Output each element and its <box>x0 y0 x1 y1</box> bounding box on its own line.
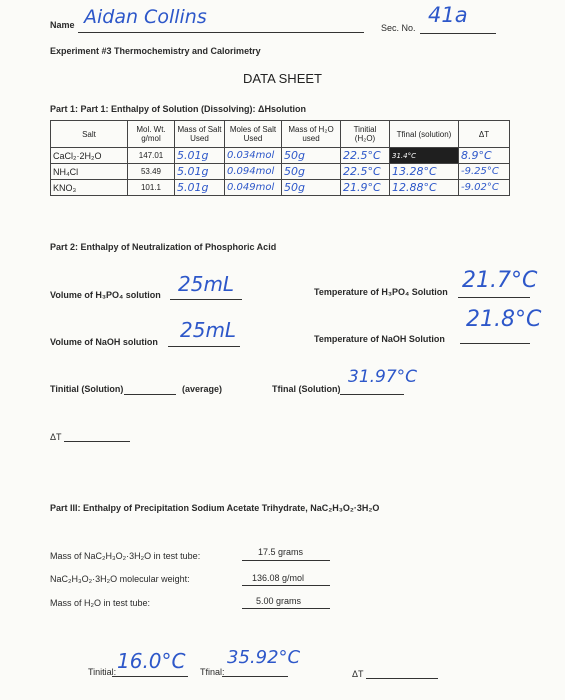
p3-mw-label: NaC₂H₃O₂·3H₂O molecular weight: <box>50 574 190 584</box>
col-molwt: Mol. Wt. g/mol <box>128 121 175 148</box>
cell-mass: 5.01g <box>175 180 225 196</box>
part3-title: Part III: Enthalpy of Precipitation Sodium Acetate Trihydrate, NaC₂H₃O₂·3H₂O <box>50 503 380 513</box>
p3-water-line <box>242 608 330 609</box>
temp-naoh-label: Temperature of NaOH Solution <box>314 334 445 344</box>
p3-tinitial-line <box>112 676 188 677</box>
col-water: Mass of H₂O used <box>282 121 341 148</box>
p3-tinitial-value: 16.0°C <box>117 649 186 673</box>
col-moles: Moles of Salt Used <box>225 121 282 148</box>
col-dt: ΔT <box>459 121 510 148</box>
experiment-title: Experiment #3 Thermochemistry and Calorimetry <box>50 46 261 56</box>
cell-molwt: 147.01 <box>128 148 175 164</box>
cell-tinit: 22.5°C <box>341 164 390 180</box>
cell-moles: 0.094mol <box>225 164 282 180</box>
p3-mw-value: 136.08 g/mol <box>252 573 305 583</box>
col-salt: Salt <box>51 121 128 148</box>
table-row <box>51 180 510 196</box>
cell-tfinal: 31.4°C <box>390 148 459 164</box>
cell-dt: -9.25°C <box>459 164 510 180</box>
cell-water: 50g <box>282 148 341 164</box>
name-label: Name <box>50 20 75 30</box>
col-mass: Mass of Salt Used <box>175 121 225 148</box>
cell-molwt: 101.1 <box>128 180 175 196</box>
p3-tinitial-label: Tinitial: <box>88 667 117 677</box>
temp-h3po4-label: Temperature of H₃PO₄ Solution <box>314 287 448 297</box>
vol-h3po4-line <box>170 299 242 300</box>
cell-tinit: 22.5°C <box>341 148 390 164</box>
table-row <box>51 164 510 180</box>
name-line <box>78 32 364 33</box>
cell-salt: KNO₃ <box>51 180 128 196</box>
temp-h3po4-line <box>458 297 530 298</box>
cell-mass: 5.01g <box>175 148 225 164</box>
vol-h3po4-value: 25mL <box>178 272 235 296</box>
sec-label: Sec. No. <box>381 23 416 33</box>
p3-dt-line <box>366 678 438 679</box>
data-sheet-title: DATA SHEET <box>243 71 322 86</box>
p3-water-label: Mass of H₂O in test tube: <box>50 598 151 608</box>
vol-naoh-line <box>168 346 240 347</box>
table-header <box>51 121 510 148</box>
p2-tinitial-label: Tinitial (Solution) <box>50 384 124 394</box>
part1-title: Part 1: Part 1: Enthalpy of Solution (Dissolving): ΔHsolution <box>50 104 306 114</box>
col-tfinal: Tfinal (solution) <box>390 121 459 148</box>
cell-moles: 0.034mol <box>225 148 282 164</box>
cell-dt: 8.9°C <box>459 148 510 164</box>
average-label: (average) <box>182 384 223 394</box>
cell-water: 50g <box>282 164 341 180</box>
temp-h3po4-value: 21.7°C <box>462 268 538 293</box>
table-row <box>51 148 510 164</box>
cell-molwt: 53.49 <box>128 164 175 180</box>
p3-water-value: 5.00 grams <box>256 596 302 606</box>
p2-dt-label: ΔT <box>50 432 62 442</box>
p2-tfinal-label: Tfinal (Solution) <box>272 384 341 394</box>
p2-tfinal-line <box>340 394 404 395</box>
p3-dt-label: ΔT <box>352 669 364 679</box>
p3-tfinal-line <box>222 676 288 677</box>
temp-naoh-value: 21.8°C <box>466 307 542 332</box>
vol-naoh-value: 25mL <box>180 318 237 342</box>
temp-naoh-line <box>460 343 530 344</box>
sec-line <box>420 33 496 34</box>
p2-tfinal-value: 31.97°C <box>348 367 418 387</box>
vol-naoh-label: Volume of NaOH solution <box>50 337 158 347</box>
cell-dt: -9.02°C <box>459 180 510 196</box>
cell-salt: NH₄Cl <box>51 164 128 180</box>
cell-tfinal: 13.28°C <box>390 164 459 180</box>
part2-title: Part 2: Enthalpy of Neutralization of Phosphoric Acid <box>50 242 277 252</box>
p2-dt-line <box>64 441 130 442</box>
solution-table <box>50 120 510 196</box>
p2-tinitial-line <box>124 394 176 395</box>
col-tinit: Tinitial (H₂O) <box>341 121 390 148</box>
sec-value: 41a <box>428 3 468 27</box>
name-value: Aidan Collins <box>84 6 207 28</box>
p3-mass-label: Mass of NaC₂H₃O₂·3H₂O in test tube: <box>50 551 201 561</box>
p3-mw-line <box>242 585 330 586</box>
cell-tinit: 21.9°C <box>341 180 390 196</box>
cell-salt: CaCl₂·2H₂O <box>51 148 128 164</box>
cell-mass: 5.01g <box>175 164 225 180</box>
cell-water: 50g <box>282 180 341 196</box>
cell-tfinal: 12.88°C <box>390 180 459 196</box>
p3-mass-line <box>242 560 330 561</box>
p3-tfinal-label: Tfinal: <box>200 667 225 677</box>
p3-mass-value: 17.5 grams <box>258 547 304 557</box>
cell-moles: 0.049mol <box>225 180 282 196</box>
p3-tfinal-value: 35.92°C <box>227 647 301 668</box>
vol-h3po4-label: Volume of H₃PO₄ solution <box>50 290 161 300</box>
